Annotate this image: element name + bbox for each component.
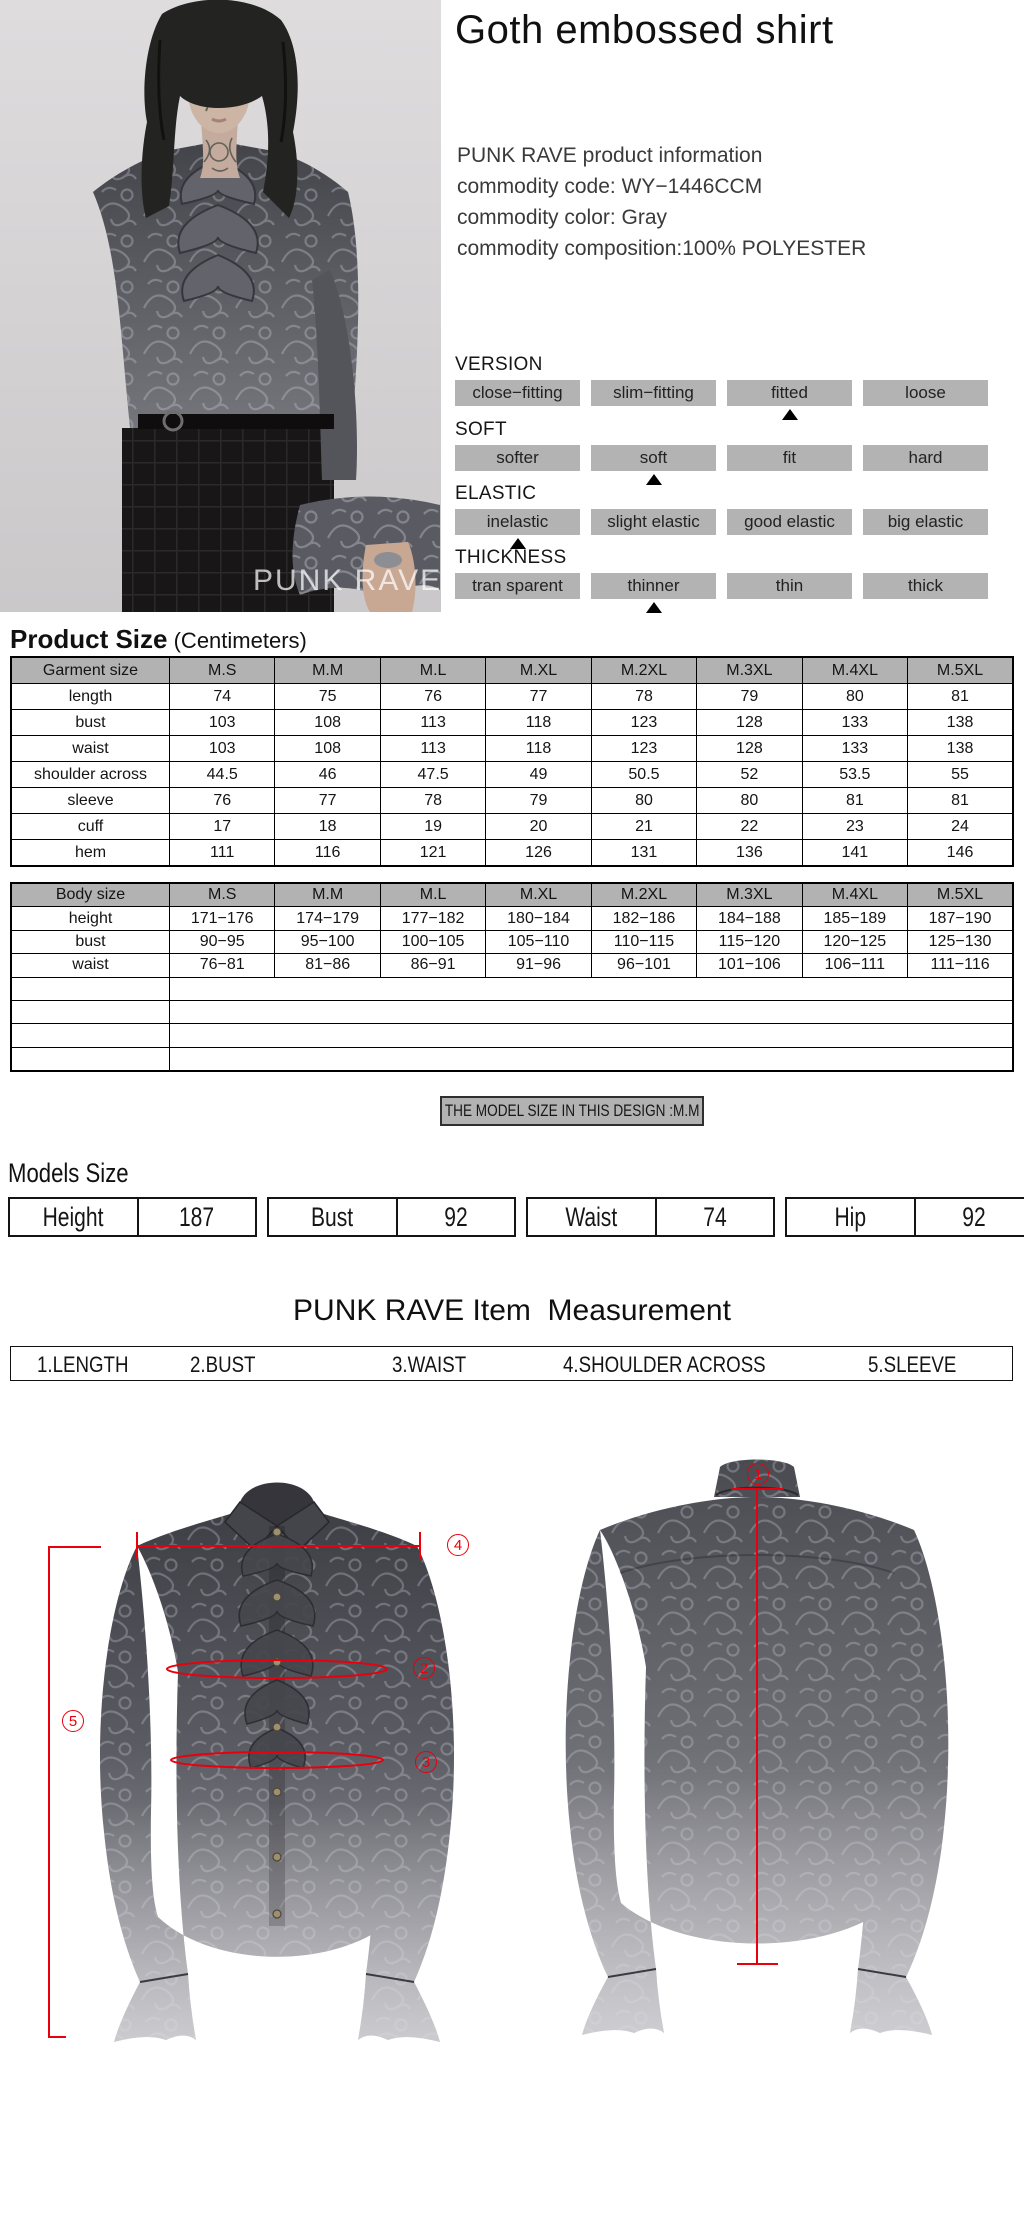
size-value-cell: 187−190: [908, 907, 1013, 930]
size-value-cell: 113: [380, 736, 485, 762]
size-value-cell: 44.5: [170, 762, 275, 788]
size-value-cell: 76−81: [170, 954, 275, 977]
size-value-cell: 22: [697, 814, 802, 840]
size-column-header: M.5XL: [908, 657, 1013, 684]
size-value-cell: 24: [908, 814, 1013, 840]
size-value-cell: 49: [486, 762, 591, 788]
size-column-header: M.4XL: [802, 883, 907, 907]
option-cell: thick: [863, 573, 988, 599]
size-value-cell: 111: [170, 840, 275, 867]
size-column-header: M.S: [170, 883, 275, 907]
measurement-item: 2.BUST: [190, 1352, 256, 1377]
model-size-box-value: [916, 1199, 1024, 1235]
model-size-note-text: THE MODEL SIZE IN THIS DESIGN :M.M: [444, 1101, 700, 1120]
option-cell: inelastic: [455, 509, 580, 535]
size-value-cell: 121: [380, 840, 485, 867]
product-size-unit: (Centimeters): [173, 628, 307, 653]
size-value-cell: 182−186: [591, 907, 696, 930]
size-value-cell: 128: [697, 736, 802, 762]
size-value-cell: 118: [486, 710, 591, 736]
model-size-box-label-text: Height: [43, 1201, 104, 1232]
models-size-row: [8, 1197, 1024, 1237]
model-size-box-label-text: Waist: [565, 1201, 618, 1232]
commodity-composition: commodity composition:100% POLYESTER: [457, 237, 867, 260]
attribute-label: THICKNESS: [455, 547, 567, 568]
size-column-header: M.L: [380, 883, 485, 907]
model-size-box-label: [528, 1199, 657, 1235]
size-value-cell: 101−106: [697, 954, 802, 977]
measurement-item: 5.SLEEVE: [868, 1352, 957, 1377]
size-value-cell: 174−179: [275, 907, 380, 930]
size-value-cell: 184−188: [697, 907, 802, 930]
circled-number-bust: 2: [413, 1657, 435, 1679]
body-size-table: [10, 882, 1014, 1072]
model-size-box-label: [10, 1199, 139, 1235]
size-value-cell: 79: [697, 684, 802, 710]
size-value-cell: 133: [802, 736, 907, 762]
size-value-cell: 131: [591, 840, 696, 867]
size-value-cell: 90−95: [170, 930, 275, 953]
row-label: cuff: [11, 814, 170, 840]
size-value-cell: 23: [802, 814, 907, 840]
model-size-box-value-text: 92: [962, 1201, 986, 1232]
model-size-box-value-text: 92: [444, 1201, 468, 1232]
size-value-cell: 52: [697, 762, 802, 788]
size-value-cell: 81: [908, 788, 1013, 814]
size-column-header: M.S: [170, 657, 275, 684]
empty-row-cell: [170, 1000, 1014, 1023]
option-cell: close−fitting: [455, 380, 580, 406]
size-value-cell: 79: [486, 788, 591, 814]
size-column-header: M.3XL: [697, 883, 802, 907]
commodity-code: commodity code: WY−1446CCM: [457, 175, 763, 198]
option-cell: slight elastic: [591, 509, 716, 535]
size-value-cell: 17: [170, 814, 275, 840]
option-cell: good elastic: [727, 509, 852, 535]
model-size-box: [526, 1197, 775, 1237]
measurement-item: 4.SHOULDER ACROSS: [563, 1352, 766, 1377]
model-size-box-value-text: 187: [179, 1201, 215, 1232]
table-corner-header: Body size: [11, 883, 170, 907]
row-label: bust: [11, 710, 170, 736]
size-value-cell: 46: [275, 762, 380, 788]
size-value-cell: 118: [486, 736, 591, 762]
size-value-cell: 106−111: [802, 954, 907, 977]
size-value-cell: 123: [591, 710, 696, 736]
option-cell: loose: [863, 380, 988, 406]
option-cell: softer: [455, 445, 580, 471]
size-value-cell: 100−105: [380, 930, 485, 953]
option-row: [455, 445, 1015, 471]
model-size-box-label-text: Hip: [834, 1201, 867, 1232]
measurement-legend: [10, 1346, 1013, 1381]
size-value-cell: 177−182: [380, 907, 485, 930]
row-label: shoulder across: [11, 762, 170, 788]
model-size-box-value: [398, 1199, 514, 1235]
size-value-cell: 141: [802, 840, 907, 867]
size-value-cell: 138: [908, 736, 1013, 762]
size-value-cell: 133: [802, 710, 907, 736]
size-value-cell: 76: [170, 788, 275, 814]
option-cell: thinner: [591, 573, 716, 599]
size-value-cell: 86−91: [380, 954, 485, 977]
size-value-cell: 74: [170, 684, 275, 710]
row-label: hem: [11, 840, 170, 867]
model-size-box-value-text: 74: [703, 1201, 727, 1232]
row-label: bust: [11, 930, 170, 953]
circled-number-length: 1: [747, 1463, 769, 1485]
attribute-label: SOFT: [455, 419, 507, 440]
option-row: [455, 380, 1015, 406]
row-label: height: [11, 907, 170, 930]
size-value-cell: 103: [170, 710, 275, 736]
size-value-cell: 95−100: [275, 930, 380, 953]
product-size-heading: [10, 624, 307, 655]
size-column-header: M.XL: [486, 657, 591, 684]
row-label: waist: [11, 736, 170, 762]
size-value-cell: 180−184: [486, 907, 591, 930]
size-column-header: M.L: [380, 657, 485, 684]
option-cell: fitted: [727, 380, 852, 406]
size-value-cell: 116: [275, 840, 380, 867]
size-value-cell: 113: [380, 710, 485, 736]
size-value-cell: 146: [908, 840, 1013, 867]
product-info-heading: PUNK RAVE product information: [457, 144, 763, 167]
circled-number-waist: 3: [415, 1751, 437, 1773]
model-size-box: [267, 1197, 516, 1237]
size-value-cell: 128: [697, 710, 802, 736]
model-size-note: [440, 1096, 704, 1126]
attribute-group-soft: [455, 419, 1015, 483]
size-value-cell: 111−116: [908, 954, 1013, 977]
size-value-cell: 78: [591, 684, 696, 710]
size-value-cell: 91−96: [486, 954, 591, 977]
measurement-heading: PUNK RAVE Item Measurement: [293, 1294, 731, 1327]
model-size-box-label-text: Bust: [311, 1201, 354, 1232]
size-column-header: M.5XL: [908, 883, 1013, 907]
model-size-box-value: [139, 1199, 255, 1235]
option-cell: thin: [727, 573, 852, 599]
size-value-cell: 76: [380, 684, 485, 710]
size-value-cell: 47.5: [380, 762, 485, 788]
size-value-cell: 115−120: [697, 930, 802, 953]
size-value-cell: 21: [591, 814, 696, 840]
size-column-header: M.M: [275, 657, 380, 684]
size-column-header: M.2XL: [591, 657, 696, 684]
size-value-cell: 77: [486, 684, 591, 710]
size-column-header: M.4XL: [802, 657, 907, 684]
size-value-cell: 136: [697, 840, 802, 867]
option-cell: fit: [727, 445, 852, 471]
size-value-cell: 77: [275, 788, 380, 814]
empty-row-label: [11, 1024, 170, 1047]
size-column-header: M.2XL: [591, 883, 696, 907]
product-size-title: Product Size: [10, 624, 168, 654]
page-title: Goth embossed shirt: [455, 8, 834, 52]
empty-row-cell: [170, 1047, 1014, 1071]
size-value-cell: 120−125: [802, 930, 907, 953]
model-size-box-value: [657, 1199, 773, 1235]
models-size-heading: Models Size: [8, 1158, 129, 1188]
measurement-diagram: [0, 1390, 1024, 2218]
option-cell: soft: [591, 445, 716, 471]
size-column-header: M.3XL: [697, 657, 802, 684]
model-photo: [0, 0, 441, 612]
size-value-cell: 50.5: [591, 762, 696, 788]
size-value-cell: 20: [486, 814, 591, 840]
size-value-cell: 103: [170, 736, 275, 762]
empty-row-label: [11, 1000, 170, 1023]
size-value-cell: 108: [275, 710, 380, 736]
option-row: [455, 573, 1015, 599]
model-size-box-label: [787, 1199, 916, 1235]
empty-row-cell: [170, 1024, 1014, 1047]
circled-number-shoulder: 4: [447, 1534, 469, 1556]
row-label: waist: [11, 954, 170, 977]
row-label: length: [11, 684, 170, 710]
size-column-header: M.M: [275, 883, 380, 907]
attribute-group-version: [455, 354, 1015, 418]
size-column-header: M.XL: [486, 883, 591, 907]
measurement-item: 3.WAIST: [392, 1352, 467, 1377]
size-value-cell: 125−130: [908, 930, 1013, 953]
table-corner-header: Garment size: [11, 657, 170, 684]
size-value-cell: 19: [380, 814, 485, 840]
size-value-cell: 80: [802, 684, 907, 710]
attribute-label: VERSION: [455, 354, 543, 375]
size-value-cell: 123: [591, 736, 696, 762]
commodity-color: commodity color: Gray: [457, 206, 668, 229]
size-value-cell: 81: [802, 788, 907, 814]
attribute-label: ELASTIC: [455, 483, 537, 504]
option-cell: big elastic: [863, 509, 988, 535]
punk-rave-watermark: PUNK RAVE: [253, 564, 441, 597]
model-size-box-label: [269, 1199, 398, 1235]
row-label: sleeve: [11, 788, 170, 814]
selected-marker-arrow: [646, 602, 662, 613]
empty-row-label: [11, 1047, 170, 1071]
size-value-cell: 78: [380, 788, 485, 814]
option-cell: hard: [863, 445, 988, 471]
size-value-cell: 96−101: [591, 954, 696, 977]
size-value-cell: 108: [275, 736, 380, 762]
empty-row-cell: [170, 977, 1014, 1000]
size-value-cell: 55: [908, 762, 1013, 788]
size-value-cell: 185−189: [802, 907, 907, 930]
size-value-cell: 80: [591, 788, 696, 814]
size-value-cell: 80: [697, 788, 802, 814]
size-value-cell: 81: [908, 684, 1013, 710]
size-value-cell: 53.5: [802, 762, 907, 788]
size-value-cell: 75: [275, 684, 380, 710]
size-value-cell: 171−176: [170, 907, 275, 930]
option-row: [455, 509, 1015, 535]
model-size-box: [8, 1197, 257, 1237]
measurement-item: 1.LENGTH: [37, 1352, 129, 1377]
measurement-annotations: [0, 1390, 1024, 2218]
option-cell: slim−fitting: [591, 380, 716, 406]
size-value-cell: 138: [908, 710, 1013, 736]
product-info-block: [457, 140, 866, 264]
attribute-group-elastic: [455, 483, 1015, 547]
circled-number-sleeve: 5: [62, 1710, 84, 1732]
empty-row-label: [11, 977, 170, 1000]
model-size-box: [785, 1197, 1024, 1237]
garment-size-table: [10, 656, 1014, 867]
size-value-cell: 18: [275, 814, 380, 840]
size-value-cell: 126: [486, 840, 591, 867]
size-value-cell: 110−115: [591, 930, 696, 953]
option-cell: tran sparent: [455, 573, 580, 599]
size-value-cell: 81−86: [275, 954, 380, 977]
attribute-group-thickness: [455, 547, 1015, 611]
size-value-cell: 105−110: [486, 930, 591, 953]
